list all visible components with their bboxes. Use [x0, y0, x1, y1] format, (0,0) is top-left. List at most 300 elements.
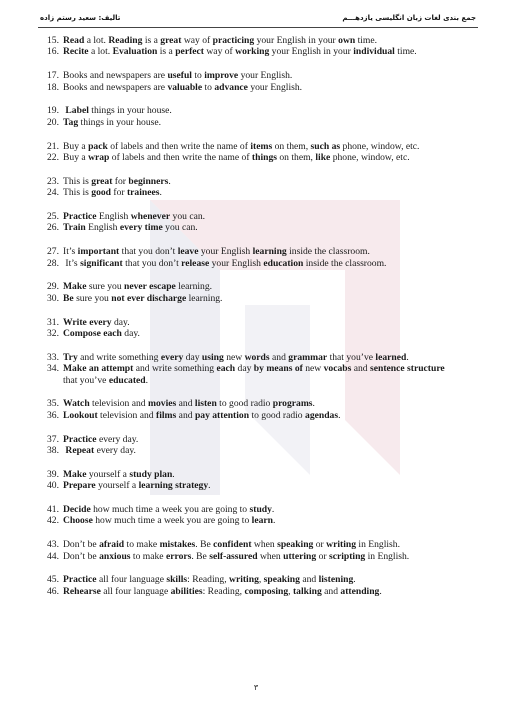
sentence-fragment: and	[321, 585, 341, 597]
sentence-fragment: is a	[142, 35, 161, 46]
sentence-line	[47, 445, 487, 456]
sentence-fragment: your English.	[238, 70, 293, 82]
sentence-text	[63, 586, 382, 597]
vocab-highlight: agendas	[305, 409, 339, 421]
sentence-text	[63, 515, 275, 526]
sentence-fragment: your English in your	[254, 35, 339, 46]
vocab-highlight: learned	[375, 351, 407, 363]
sentence-fragment: . Be	[195, 539, 214, 551]
vocab-highlight: writing	[326, 539, 357, 551]
sentence-line	[47, 117, 487, 128]
vocab-highlight: scripting	[328, 550, 366, 562]
vocab-highlight: Prepare	[63, 480, 96, 492]
sentence-text	[63, 480, 211, 491]
sentence-pair	[47, 352, 487, 386]
vocab-highlight: speaking	[277, 539, 314, 551]
vocab-highlight: Evaluation	[112, 46, 158, 58]
sentence-number: 35.	[47, 398, 59, 410]
vocab-highlight: education	[263, 257, 304, 269]
sentence-fragment: your English	[198, 246, 253, 258]
sentence-fragment: of labels and then write the name of	[107, 140, 251, 152]
vocab-highlight: using	[201, 351, 224, 363]
sentence-number: 20.	[47, 116, 59, 128]
vocab-highlight: beginners	[128, 175, 169, 187]
vocab-highlight: Be	[63, 292, 74, 304]
vocab-highlight: items	[250, 140, 273, 152]
vocab-highlight: trainees	[126, 187, 160, 199]
sentence-fragment: to make	[124, 539, 160, 551]
sentence-number: 44.	[47, 550, 59, 562]
sentence-pair	[47, 35, 487, 58]
vocab-highlight: great	[160, 35, 182, 46]
sentence-text	[63, 551, 409, 562]
vocab-highlight: whenever	[130, 211, 171, 223]
sentence-text	[63, 117, 161, 128]
vocab-highlight: Repeat	[65, 445, 95, 457]
vocab-highlight: improve	[204, 70, 239, 82]
sentence-line	[47, 586, 487, 597]
vocab-highlight: learning	[252, 246, 287, 258]
vocab-highlight: vocabs	[323, 363, 352, 375]
vocab-highlight: Lookout	[63, 409, 98, 421]
sentence-fragment: ,	[258, 574, 264, 586]
sentence-fragment: that you’ve	[63, 374, 109, 386]
sentence-fragment: sure you	[86, 281, 125, 293]
sentence-fragment: how much time a week you are going to	[90, 504, 250, 516]
sentence-number: 25.	[47, 211, 59, 223]
sentence-continuation	[47, 375, 487, 386]
sentence-line	[47, 82, 487, 93]
vocab-highlight: composing	[244, 585, 289, 597]
sentence-text	[63, 328, 140, 339]
sentence-line	[47, 70, 487, 81]
sentence-text	[63, 152, 410, 163]
vocab-highlight: Recite	[63, 46, 89, 58]
sentence-fragment: .	[271, 504, 275, 516]
sentence-fragment: new	[223, 351, 245, 363]
sentence-line	[47, 105, 487, 116]
sentence-line	[47, 515, 487, 526]
sentence-fragment: .	[145, 374, 149, 386]
sentence-fragment: sure you	[73, 292, 112, 304]
sentence-number: 21.	[47, 140, 59, 152]
vocab-highlight: errors	[165, 550, 192, 562]
vocab-highlight: Make	[63, 468, 87, 480]
sentence-fragment: you can.	[162, 222, 198, 234]
sentence-pair	[47, 434, 487, 457]
sentence-text	[63, 222, 198, 233]
vocab-highlight: confident	[213, 539, 252, 551]
sentence-text	[63, 187, 162, 198]
sentence-fragment: to	[191, 70, 205, 82]
sentence-line	[47, 281, 487, 292]
sentence-number: 34.	[47, 363, 59, 375]
sentence-text	[63, 410, 340, 421]
sentence-number: 15.	[47, 35, 59, 46]
sentence-line	[47, 574, 487, 585]
sentence-line	[47, 222, 487, 233]
sentence-pair	[47, 246, 487, 269]
sentence-text	[63, 445, 136, 456]
vocab-highlight: by means of	[253, 363, 303, 375]
vocab-highlight: films	[156, 409, 177, 421]
vocab-highlight: each	[216, 363, 236, 375]
sentence-pair	[47, 176, 487, 199]
sentence-fragment: This is	[63, 187, 92, 199]
page-number: ۳	[253, 683, 259, 692]
sentence-fragment: .	[338, 409, 341, 421]
sentence-fragment: your English.	[247, 81, 303, 93]
sentence-fragment: you can.	[170, 211, 206, 223]
vocab-highlight: self-assured	[209, 550, 258, 562]
vocab-highlight: things	[251, 152, 277, 164]
sentence-fragment: every day.	[94, 445, 136, 457]
sentence-text	[63, 363, 445, 374]
sentence-fragment: learning.	[175, 281, 213, 293]
vocab-highlight: Practice	[63, 433, 97, 445]
vocab-highlight: Tag	[63, 116, 79, 128]
sentence-fragment: Books and newspapers are	[63, 70, 168, 82]
vocab-highlight: important	[77, 246, 120, 258]
sentence-fragment: and write something	[133, 363, 217, 375]
sentence-fragment: It’s	[63, 257, 81, 269]
sentence-number: 18.	[47, 81, 59, 93]
vocab-highlight: afraid	[99, 539, 125, 551]
sentence-pair	[47, 141, 487, 164]
sentence-fragment: for	[112, 175, 129, 187]
sentence-fragment: things in your house.	[78, 116, 162, 128]
sentence-line	[47, 363, 487, 374]
vocab-highlight: sentence structure	[370, 363, 445, 375]
sentence-text	[63, 82, 302, 93]
sentence-line	[47, 398, 487, 409]
vocab-highlight: listen	[194, 398, 217, 410]
sentence-fragment: ,	[288, 585, 293, 597]
sentence-pair	[47, 469, 487, 492]
sentence-fragment: and	[176, 398, 195, 410]
sentence-fragment: time.	[355, 35, 378, 46]
vocab-highlight: grammar	[288, 351, 328, 363]
sentence-fragment: that you’ve	[327, 351, 376, 363]
vocab-highlight: significant	[80, 257, 123, 269]
sentence-pair	[47, 574, 487, 597]
sentence-text	[63, 293, 222, 304]
sentence-pair	[47, 281, 487, 304]
sentence-fragment: all four language	[96, 574, 167, 586]
sentence-fragment: on them,	[272, 140, 311, 152]
sentence-text	[63, 281, 212, 292]
sentence-number: 30.	[47, 292, 59, 304]
sentence-fragment: .	[272, 515, 276, 527]
sentence-line	[47, 551, 487, 562]
vocab-highlight: like	[315, 152, 331, 164]
sentence-list	[47, 35, 487, 610]
sentence-text	[63, 352, 409, 363]
sentence-number: 17.	[47, 70, 59, 82]
sentence-fragment: and	[299, 574, 319, 586]
vocab-highlight: advance	[214, 81, 248, 93]
sentence-fragment: Books and newspapers are	[63, 81, 168, 93]
sentence-line	[47, 539, 487, 550]
sentence-fragment: This is	[63, 175, 92, 187]
sentence-line	[47, 141, 487, 152]
vocab-highlight: programs	[272, 398, 313, 410]
vocab-highlight: Write every	[63, 316, 112, 328]
sentence-number: 39.	[47, 468, 59, 480]
vocab-highlight: speaking	[263, 574, 300, 586]
vocab-highlight: Make	[63, 281, 87, 293]
sentence-line	[47, 480, 487, 491]
sentence-fragment: your English	[209, 257, 264, 269]
header-title: جمع بندی لغات زبان انگلیسی یازدهـــم	[342, 14, 476, 22]
sentence-fragment: yourself a	[86, 468, 130, 480]
vocab-highlight: pack	[88, 140, 108, 152]
sentence-line	[47, 35, 487, 46]
sentence-fragment: is a	[157, 46, 176, 58]
sentence-line	[47, 410, 487, 421]
sentence-fragment: day	[183, 351, 202, 363]
vocab-highlight: Decide	[63, 504, 91, 516]
vocab-highlight: listening	[318, 574, 354, 586]
sentence-fragment: a lot.	[88, 46, 113, 58]
sentence-fragment: way of	[181, 35, 213, 46]
vocab-highlight: Try	[63, 351, 78, 363]
sentence-number: 40.	[47, 480, 59, 492]
sentence-line	[47, 469, 487, 480]
sentence-line	[47, 317, 487, 328]
sentence-fragment: of labels and then write the name of	[109, 152, 252, 164]
sentence-fragment: when	[257, 550, 284, 562]
sentence-fragment: phone, window, etc.	[340, 140, 420, 152]
sentence-number: 37.	[47, 433, 59, 445]
sentence-fragment: to good radio	[249, 409, 306, 421]
vocab-highlight: working	[235, 46, 270, 58]
sentence-line	[47, 504, 487, 515]
sentence-text	[63, 46, 417, 57]
vocab-highlight: release	[181, 257, 210, 269]
sentence-line	[47, 176, 487, 187]
sentence-fragment: Don’t be	[63, 539, 100, 551]
sentence-text	[63, 105, 172, 116]
sentence-fragment: that you don’t	[119, 246, 178, 258]
sentence-fragment: English	[96, 211, 131, 223]
vocab-highlight: learn	[251, 515, 273, 527]
sentence-fragment: when	[251, 539, 278, 551]
vocab-highlight: talking	[292, 585, 322, 597]
vocab-highlight: Practice	[63, 211, 97, 223]
header-divider	[38, 27, 478, 28]
header-author: تالیف: سعید رستم زاده	[40, 14, 121, 22]
vocab-highlight: perfect	[175, 46, 204, 58]
sentence-fragment: that you don’t	[122, 257, 182, 269]
sentence-text	[63, 317, 130, 328]
sentence-fragment: and	[176, 409, 195, 421]
sentence-number: 22.	[47, 152, 59, 164]
sentence-line	[47, 152, 487, 163]
sentence-fragment: way of	[203, 46, 236, 58]
vocab-highlight: practicing	[212, 35, 255, 46]
sentence-number: 16.	[47, 46, 59, 58]
sentence-fragment: .	[406, 351, 409, 363]
sentence-line	[47, 246, 487, 257]
vocab-highlight: mistakes	[159, 539, 196, 551]
sentence-number: 28.	[47, 257, 59, 269]
sentence-text	[63, 246, 370, 257]
vocab-highlight: attending	[340, 585, 380, 597]
sentence-line	[47, 328, 487, 339]
vocab-highlight: anxious	[99, 550, 131, 562]
sentence-fragment: .	[159, 187, 162, 199]
sentence-fragment: every day.	[96, 433, 139, 445]
sentence-fragment: day	[235, 363, 254, 375]
sentence-fragment: things in your house.	[88, 105, 172, 117]
sentence-fragment: phone, window, etc.	[330, 152, 410, 164]
sentence-fragment: . Be	[191, 550, 210, 562]
sentence-fragment: inside the classroom.	[303, 257, 387, 269]
sentence-pair	[47, 211, 487, 234]
vocab-highlight: writing	[229, 574, 259, 586]
sentence-pair	[47, 317, 487, 340]
sentence-line	[47, 211, 487, 222]
sentence-fragment: in English.	[365, 550, 410, 562]
vocab-highlight: Reading	[108, 35, 143, 46]
sentence-fragment: Buy a	[63, 152, 89, 164]
vocab-highlight: abilities	[170, 585, 203, 597]
sentence-pair	[47, 398, 487, 421]
sentence-fragment: for	[111, 187, 127, 199]
sentence-number: 19.	[47, 105, 59, 117]
sentence-fragment: all four language	[100, 585, 171, 597]
sentence-fragment: English	[85, 222, 120, 234]
vocab-highlight: valuable	[167, 81, 203, 93]
sentence-fragment: .	[379, 585, 382, 597]
sentence-number: 32.	[47, 328, 59, 340]
vocab-highlight: Make an attempt	[63, 363, 134, 375]
sentence-number: 42.	[47, 515, 59, 527]
sentence-fragment: and	[351, 363, 370, 375]
sentence-fragment: yourself a	[95, 480, 139, 492]
sentence-fragment: learning.	[186, 292, 223, 304]
sentence-text	[63, 70, 292, 81]
vocab-highlight: words	[244, 351, 270, 363]
vocab-highlight: Read	[63, 35, 85, 46]
vocab-highlight: Compose each	[63, 328, 122, 340]
sentence-number: 46.	[47, 585, 59, 597]
sentence-pair	[47, 504, 487, 527]
sentence-pair	[47, 70, 487, 93]
sentence-number: 41.	[47, 504, 59, 516]
vocab-highlight: own	[338, 35, 356, 46]
sentence-number: 27.	[47, 246, 59, 258]
sentence-fragment: on them,	[276, 152, 316, 164]
sentence-text	[63, 434, 138, 445]
sentence-fragment: .	[353, 574, 356, 586]
sentence-line	[47, 434, 487, 445]
sentence-fragment: to make	[130, 550, 166, 562]
sentence-fragment: .	[208, 480, 211, 492]
sentence-number: 24.	[47, 187, 59, 199]
vocab-highlight: educated	[108, 374, 146, 386]
sentence-number: 38.	[47, 445, 59, 457]
vocab-highlight: skills	[166, 574, 188, 586]
vocab-highlight: useful	[167, 70, 192, 82]
sentence-number: 23.	[47, 175, 59, 187]
sentence-fragment: .	[312, 398, 315, 410]
sentence-text	[63, 258, 386, 269]
vocab-highlight: study	[249, 504, 272, 516]
sentence-text	[63, 141, 419, 152]
vocab-highlight: great	[91, 175, 113, 187]
sentence-fragment: or	[316, 550, 329, 562]
vocab-highlight: Choose	[63, 515, 93, 527]
sentence-number: 29.	[47, 281, 59, 293]
sentence-fragment: day.	[121, 328, 140, 340]
vocab-highlight: Practice	[63, 574, 97, 586]
vocab-highlight: Label	[65, 105, 89, 117]
vocab-highlight: such as	[310, 140, 341, 152]
sentence-fragment: to good radio	[216, 398, 273, 410]
sentence-fragment: in English.	[356, 539, 400, 551]
sentence-fragment: It’s	[63, 246, 78, 258]
vocab-highlight: good	[91, 187, 111, 199]
vocab-highlight: never escape	[124, 281, 176, 293]
sentence-fragment: : Reading,	[187, 574, 230, 586]
sentence-fragment: to	[202, 81, 215, 93]
sentence-fragment: Don’t be	[63, 550, 100, 562]
sentence-number: 45.	[47, 574, 59, 586]
sentence-fragment: your English in your	[269, 46, 354, 58]
sentence-line	[47, 46, 487, 57]
vocab-highlight: every	[160, 351, 184, 363]
sentence-line	[47, 258, 487, 269]
sentence-number: 26.	[47, 222, 59, 234]
sentence-fragment: new	[302, 363, 324, 375]
vocab-highlight: individual	[353, 46, 395, 58]
vocab-highlight: learning strategy	[138, 480, 209, 492]
sentence-fragment: television and	[89, 398, 149, 410]
sentence-text	[63, 504, 274, 515]
sentence-fragment: a lot.	[84, 35, 109, 46]
sentence-text	[63, 469, 175, 480]
sentence-number: 43.	[47, 539, 59, 551]
sentence-text	[63, 176, 171, 187]
sentence-line	[47, 187, 487, 198]
sentence-fragment: and write something	[77, 351, 161, 363]
sentence-fragment: Buy a	[63, 140, 89, 152]
vocab-highlight: Rehearse	[63, 585, 101, 597]
sentence-fragment: television and	[97, 409, 157, 421]
vocab-highlight: Watch	[63, 398, 90, 410]
sentence-fragment: day.	[111, 316, 130, 328]
sentence-number: 36.	[47, 409, 59, 421]
sentence-fragment: how much time a week you are going to	[92, 515, 252, 527]
sentence-line	[47, 352, 487, 363]
vocab-highlight: study plan	[129, 468, 173, 480]
sentence-fragment: .	[172, 468, 175, 480]
sentence-text	[63, 398, 315, 409]
vocab-highlight: Train	[63, 222, 86, 234]
sentence-fragment: inside the classroom.	[286, 246, 370, 258]
sentence-fragment: or	[313, 539, 327, 551]
vocab-highlight: pay attention	[194, 409, 250, 421]
sentence-line	[47, 293, 487, 304]
sentence-text	[63, 35, 377, 46]
sentence-fragment: and	[269, 351, 289, 363]
vocab-highlight: leave	[177, 246, 199, 258]
sentence-pair	[47, 105, 487, 128]
sentence-fragment: : Reading,	[202, 585, 245, 597]
vocab-highlight: movies	[148, 398, 177, 410]
